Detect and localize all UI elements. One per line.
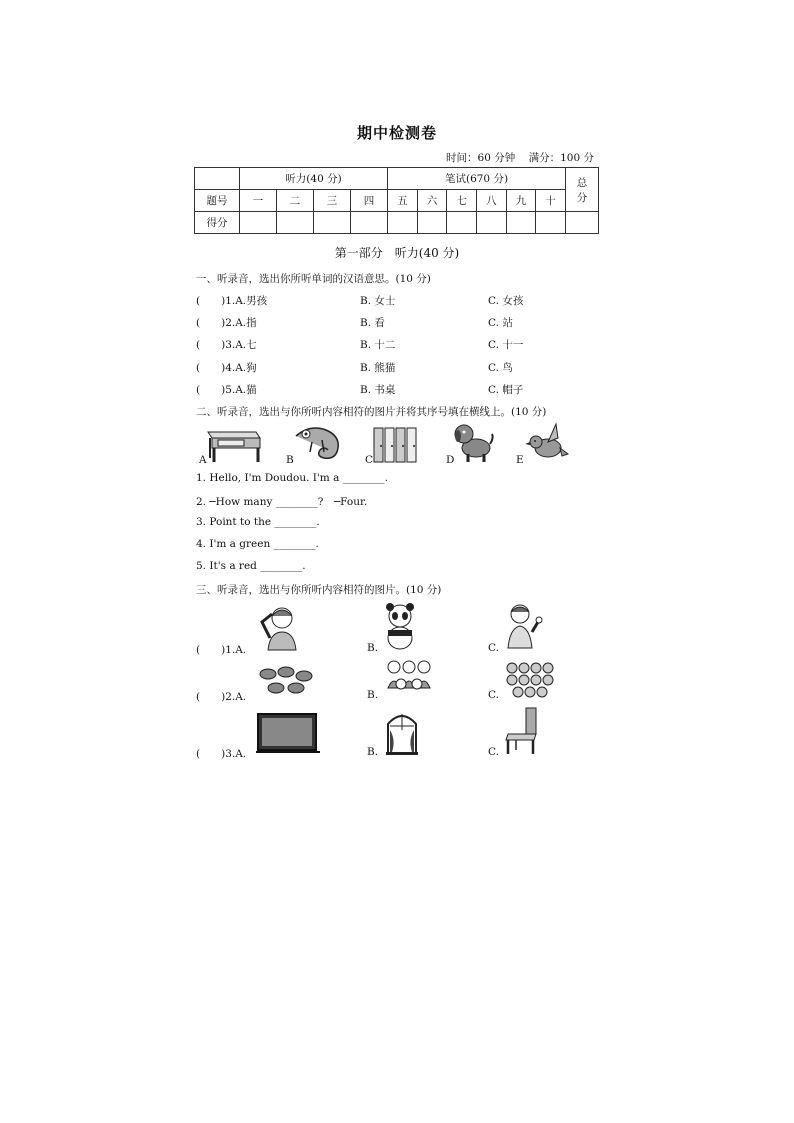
score-cell[interactable] xyxy=(276,212,313,234)
s3-q1-a: ( )1.A. xyxy=(196,644,247,656)
exam-meta xyxy=(446,150,594,165)
s1-q4-a: ( )4.A.狗 xyxy=(196,362,257,374)
s3-q3-b: B. xyxy=(367,746,379,758)
doors-icon xyxy=(372,426,418,464)
score-cell[interactable] xyxy=(476,212,506,234)
section-three-title: 三、听录音，选出与你所听内容相符的图片。(10 分) xyxy=(196,584,442,596)
section-two-title: 二、听录音，选出与你所听内容相符的图片并将其序号填在横线上。(10 分) xyxy=(196,406,547,418)
score-cell[interactable] xyxy=(566,212,599,234)
s3-q3-c: C. xyxy=(488,746,499,758)
s3-q2-b: B. xyxy=(367,689,379,701)
s2-sentence-1: 1. Hello, I'm Doudou. I'm a ________. xyxy=(196,472,389,484)
score-table xyxy=(194,167,599,234)
listening-header: 听力(40 分) xyxy=(240,168,388,190)
s1-q4-c: C. 鸟 xyxy=(488,362,513,374)
col-num: 五 xyxy=(388,190,418,212)
pic-label-b: B xyxy=(286,454,294,466)
desk-icon xyxy=(204,424,262,464)
col-num: 十 xyxy=(536,190,566,212)
dog-icon xyxy=(452,420,496,464)
girl-waving-icon xyxy=(504,602,544,650)
col-num: 二 xyxy=(276,190,313,212)
chameleon-icon xyxy=(292,422,346,466)
s1-q2-c: C. 站 xyxy=(488,317,513,329)
s2-sentence-2: 2. ─How many ________? ─Four. xyxy=(196,496,368,508)
score-cell[interactable] xyxy=(240,212,277,234)
score-cell[interactable] xyxy=(313,212,350,234)
col-num: 一 xyxy=(240,190,277,212)
s2-sentence-3: 3. Point to the ________. xyxy=(196,516,320,528)
s1-q3-b: B. 十二 xyxy=(360,339,396,351)
total-header: 总 分 xyxy=(566,168,599,212)
s1-q4-b: B. 熊猫 xyxy=(360,362,396,374)
s1-q2-a: ( )2.A.指 xyxy=(196,317,257,329)
bird-icon xyxy=(526,420,570,464)
window-icon xyxy=(386,710,418,756)
col-num: 六 xyxy=(417,190,447,212)
s1-q5-b: B. 书桌 xyxy=(360,384,396,396)
s3-q1-c: C. xyxy=(488,642,499,654)
chair-icon xyxy=(504,706,542,756)
time-limit: 时间：60 分钟 xyxy=(446,152,516,164)
score-cell[interactable] xyxy=(447,212,477,234)
boy-touching-head-icon xyxy=(256,604,300,652)
col-num: 七 xyxy=(447,190,477,212)
part-one-title: 第一部分 听力(40 分) xyxy=(334,246,460,260)
s2-sentence-5: 5. It's a red ________. xyxy=(196,560,306,572)
score-cell[interactable] xyxy=(350,212,387,234)
panda-icon xyxy=(382,602,418,650)
pic-label-d: D xyxy=(446,454,455,466)
col-num: 四 xyxy=(350,190,387,212)
pic-label-a: A xyxy=(199,454,207,466)
writing-header: 笔试(670 分) xyxy=(388,168,566,190)
s3-q2-a: ( )2.A. xyxy=(196,691,247,703)
birds-group-icon xyxy=(256,664,316,696)
s1-q1-c: C. 女孩 xyxy=(488,295,524,307)
girls-group-icon xyxy=(384,658,434,698)
s3-q2-c: C. xyxy=(488,689,499,701)
section-one-title: 一、听录音，选出你所听单词的汉语意思。(10 分) xyxy=(196,273,431,285)
col-num: 三 xyxy=(313,190,350,212)
s3-q1-b: B. xyxy=(367,642,379,654)
s1-q5-a: ( )5.A.猫 xyxy=(196,384,257,396)
score-label: 得分 xyxy=(195,212,240,234)
s2-sentence-4: 4. I'm a green ________. xyxy=(196,538,319,550)
page-title: 期中检测卷 xyxy=(356,124,437,142)
s1-q3-a: ( )3.A.七 xyxy=(196,339,257,351)
score-cell[interactable] xyxy=(417,212,447,234)
score-cell[interactable] xyxy=(506,212,536,234)
s1-q3-c: C. 十一 xyxy=(488,339,524,351)
s3-q3-a: ( )3.A. xyxy=(196,748,247,760)
col-num: 八 xyxy=(476,190,506,212)
pic-label-e: E xyxy=(516,454,524,466)
s1-q2-b: B. 看 xyxy=(360,317,385,329)
score-cell[interactable] xyxy=(536,212,566,234)
question-number-label: 题号 xyxy=(195,190,240,212)
full-score: 满分：100 分 xyxy=(528,152,594,164)
pic-label-c: C xyxy=(365,454,374,466)
col-num: 九 xyxy=(506,190,536,212)
children-group-icon xyxy=(504,660,554,698)
score-cell[interactable] xyxy=(388,212,418,234)
s1-q1-a: ( )1.A.男孩 xyxy=(196,295,268,307)
blackboard-icon xyxy=(256,712,320,754)
s1-q5-c: C. 帽子 xyxy=(488,384,524,396)
s1-q1-b: B. 女士 xyxy=(360,295,396,307)
